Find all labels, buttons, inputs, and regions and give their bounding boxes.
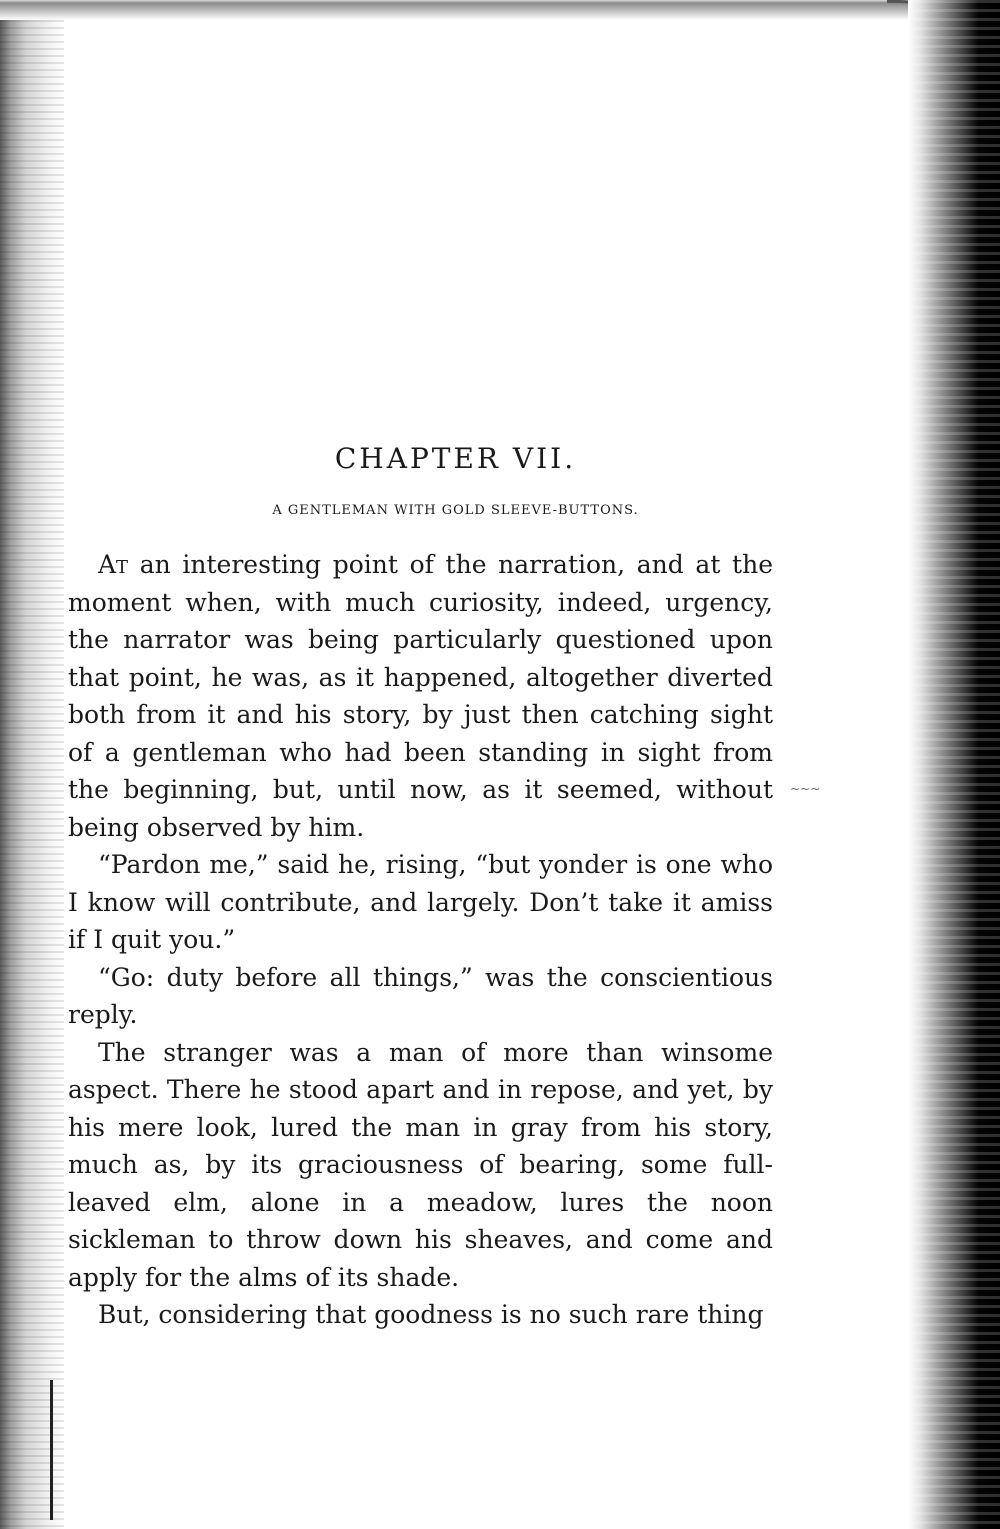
right-page-edge	[908, 0, 1000, 1529]
paragraph-1-text: an interesting point of the narration, and at the moment when, with much curiosity, indeed, urgency, the narrator was being particularly questioned upon that point, he was, as it happened, altogether diverted both from it and his story, by just then catching sight of a gentleman who had been standing in sight from the beginning, but, until now, as it seemed, without being observed by him.	[68, 550, 773, 842]
page-text-block	[68, 430, 773, 1334]
paragraph-1-opening-word: At	[98, 550, 129, 579]
paragraph-1	[68, 546, 773, 846]
margin-pencil-mark: ~~~	[790, 782, 821, 796]
paragraph-5: But, considering that goodness is no such rare thing	[98, 1300, 764, 1329]
paragraph-4: The stranger was a man of more than winsome aspect. There he stood apart and in repose, and yet, by his mere look, lured the man in gray from his story, much as, by its graciousness of bearing, some full-leaved elm, alone in a meadow, lures the noon sickleman to throw down his sheaves, and come and apply for the alms of its shade.	[68, 1037, 773, 1292]
left-binding-gutter	[0, 20, 64, 1529]
paragraph-2: “Pardon me,” said he, rising, “but yonder is one who I know will contribute, and largely. Don’t take it amiss if I quit you.”	[68, 850, 773, 954]
paragraph-3: “Go: duty before all things,” was the conscientious reply.	[68, 962, 773, 1029]
binding-line	[50, 1380, 53, 1520]
chapter-subtitle: A GENTLEMAN WITH GOLD SLEEVE-BUTTONS.	[272, 503, 639, 518]
page-top-edge	[0, 0, 1000, 22]
chapter-title: CHAPTER VII.	[334, 442, 577, 475]
